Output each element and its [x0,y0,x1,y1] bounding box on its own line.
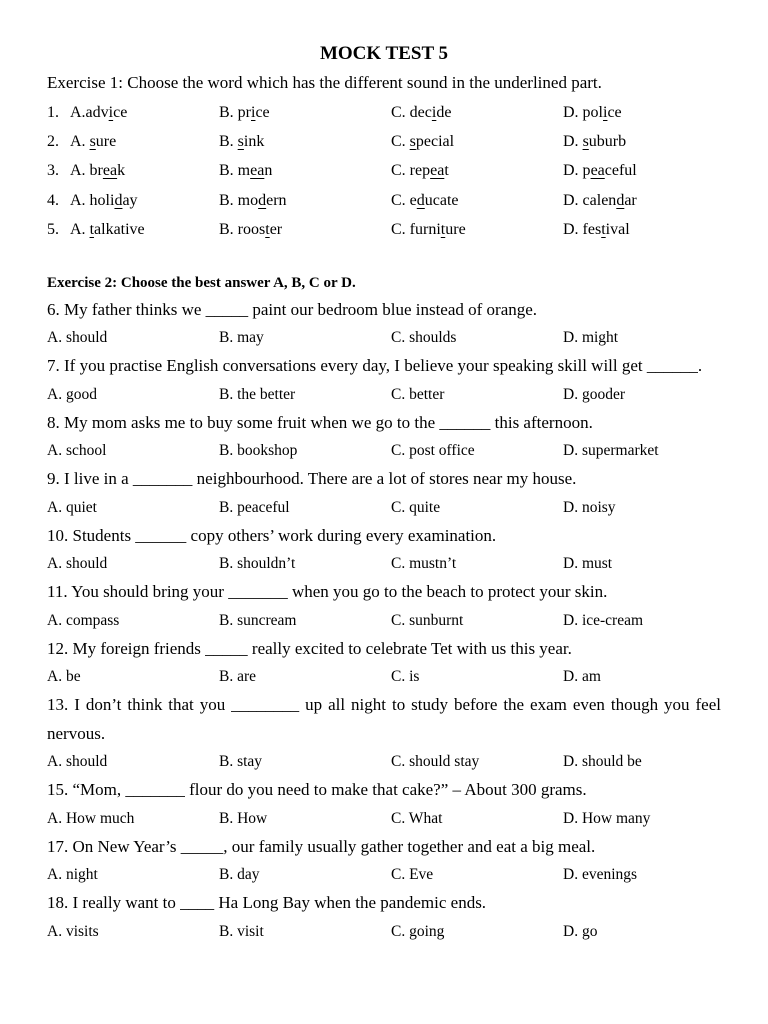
question-text: 6. My father thinks we _____ paint our bedroom blue instead of orange. [47,299,538,319]
question-text: 11. You should bring your _______ when you go to the beach to protect your skin. [47,582,608,602]
answer-option: A. compass [47,611,120,629]
answer-option: C. educate [391,191,459,209]
underlined-part: ea [430,162,445,180]
answer-option: B. rooster [219,220,283,238]
answer-option: B. modern [219,191,287,209]
answer-option: A. break [70,162,126,180]
answer-option: C. special [391,133,455,151]
answer-option: C. post office [391,442,475,460]
answer-option: B. day [219,866,260,884]
underlined-part: ea [250,162,265,180]
underlined-part: i [251,104,256,121]
underlined-part: s [237,133,244,151]
exercise1-row [47,215,721,244]
answer-option: A. quiet [47,498,97,516]
answer-option: B. price [219,104,270,121]
answer-option: C. Eve [391,866,434,884]
answer-option: D. suburb [563,133,627,151]
answer-option: C. furniture [391,220,466,238]
underlined-part: i [431,104,437,121]
exercise1-row [47,156,721,185]
underlined-part: s [89,133,96,151]
answer-option: B. bookshop [219,442,298,460]
answer-option: A. visits [47,922,99,940]
worksheet-page [47,40,721,946]
answer-option: C. quite [391,498,441,516]
answer-option: C. mustn’t [391,555,457,573]
exercise1-row [47,186,721,215]
answer-options [47,861,721,889]
question-number: 4. [47,191,59,209]
answer-option: D. evenings [563,866,638,884]
answer-option: B. stay [219,753,263,771]
answer-option: D. supermarket [563,442,659,460]
answer-options [47,918,721,946]
answer-options [47,607,721,635]
question-text: 7. If you practise English conversations every day, I believe your speaking skill will get ______. [47,356,703,376]
answer-option: B. shouldn’t [219,555,296,573]
answer-option: B. suncream [219,611,297,629]
question-text: 17. On New Year’s _____, our family usually gather together and eat a big meal. [47,836,596,856]
underlined-part: t [601,220,606,238]
answer-option: B. sink [219,133,265,151]
answer-option: A. good [47,385,97,403]
answer-options [47,437,721,465]
underlined-part: i [603,104,608,121]
exercise2-heading: Exercise 2: Choose the best answer A, B, C or D. [47,274,356,291]
answer-option: A. should [47,329,108,347]
answer-option: D. How many [563,809,651,827]
underlined-part: d [416,191,425,209]
question-number: 3. [47,162,59,180]
answer-option: B. may [219,329,264,347]
answer-options [47,494,721,522]
section-spacer [47,244,721,270]
question-text: 10. Students ______ copy others’ work during every examination. [47,525,497,545]
answer-option: D. police [563,104,622,121]
answer-option: C. sunburnt [391,611,464,629]
answer-option: C. better [391,385,445,403]
answer-option: A. How much [47,809,135,827]
answer-option: B. peaceful [219,498,290,516]
underlined-part: s [582,133,589,151]
underlined-part: ea [102,162,118,180]
answer-option: B. visit [219,922,264,940]
underlined-part: t [440,220,446,238]
underlined-part: s [409,133,416,151]
answer-option: D. should be [563,753,642,771]
answer-option: B. mean [219,162,273,180]
answer-option: B. How [219,809,268,827]
question-number: 5. [47,220,59,238]
answer-option: D. ice-cream [563,611,644,629]
answer-option: C. should stay [391,753,480,771]
answer-option: C. repeat [391,162,449,180]
answer-option: A. should [47,555,108,573]
exercise2-questions [47,296,721,946]
answer-option: A.advice [70,104,128,121]
answer-options [47,663,721,691]
answer-option: D. peaceful [563,162,637,180]
answer-options [47,381,721,409]
underlined-part: t [89,220,95,238]
question-text: 12. My foreign friends _____ really excited to celebrate Tet with us this year. [47,638,572,658]
question-text: 13. I don’t think that you ________ up all night to study before the exam even though you feel nervous. [47,695,721,743]
answer-option: C. is [391,668,420,686]
answer-option: D. calendar [563,191,637,209]
answer-option: D. noisy [563,498,616,516]
answer-option: D. am [563,668,601,686]
question-text: 15. “Mom, _______ flour do you need to make that cake?” – About 300 grams. [47,780,587,800]
answer-option: A. sure [70,133,117,151]
answer-option: D. must [563,555,613,573]
answer-option: C. going [391,922,445,940]
question-number: 2. [47,133,59,151]
answer-options [47,805,721,833]
question-text: 8. My mom asks me to buy some fruit when we go to the ______ this afternoon. [47,412,593,432]
question-text: 18. I really want to ____ Ha Long Bay when the pandemic ends. [47,893,487,913]
answer-options [47,324,721,352]
answer-option: C. shoulds [391,329,457,347]
underlined-part: i [108,104,114,121]
answer-options [47,748,721,776]
answer-option: A. should [47,753,108,771]
answer-option: C. What [391,809,443,827]
exercise1-row [47,98,721,127]
underlined-part: t [265,220,270,238]
answer-option: A. holiday [70,191,138,209]
answer-option: D. might [563,329,619,347]
answer-option: A. talkative [70,220,145,238]
exercise1-questions [47,98,721,244]
underlined-part: d [258,191,267,209]
answer-option: D. gooder [563,385,625,403]
underlined-part: d [114,191,123,209]
answer-option: D. go [563,922,598,940]
underlined-part: ea [590,162,605,180]
question-text: 9. I live in a _______ neighbourhood. There are a lot of stores near my house. [47,469,577,489]
underlined-part: d [616,191,625,209]
exercise1-heading: Exercise 1: Choose the word which has the different sound in the underlined part. [47,73,602,92]
answer-option: B. the better [219,385,296,403]
page-title: MOCK TEST 5 [319,43,449,64]
answer-options [47,550,721,578]
answer-option: B. are [219,668,257,686]
exercise1-row [47,127,721,156]
answer-option: A. night [47,866,98,884]
answer-option: C. decide [391,104,452,121]
question-number: 1. [47,104,59,121]
answer-option: A. be [47,668,81,686]
answer-option: D. festival [563,220,630,238]
answer-option: A. school [47,442,107,460]
